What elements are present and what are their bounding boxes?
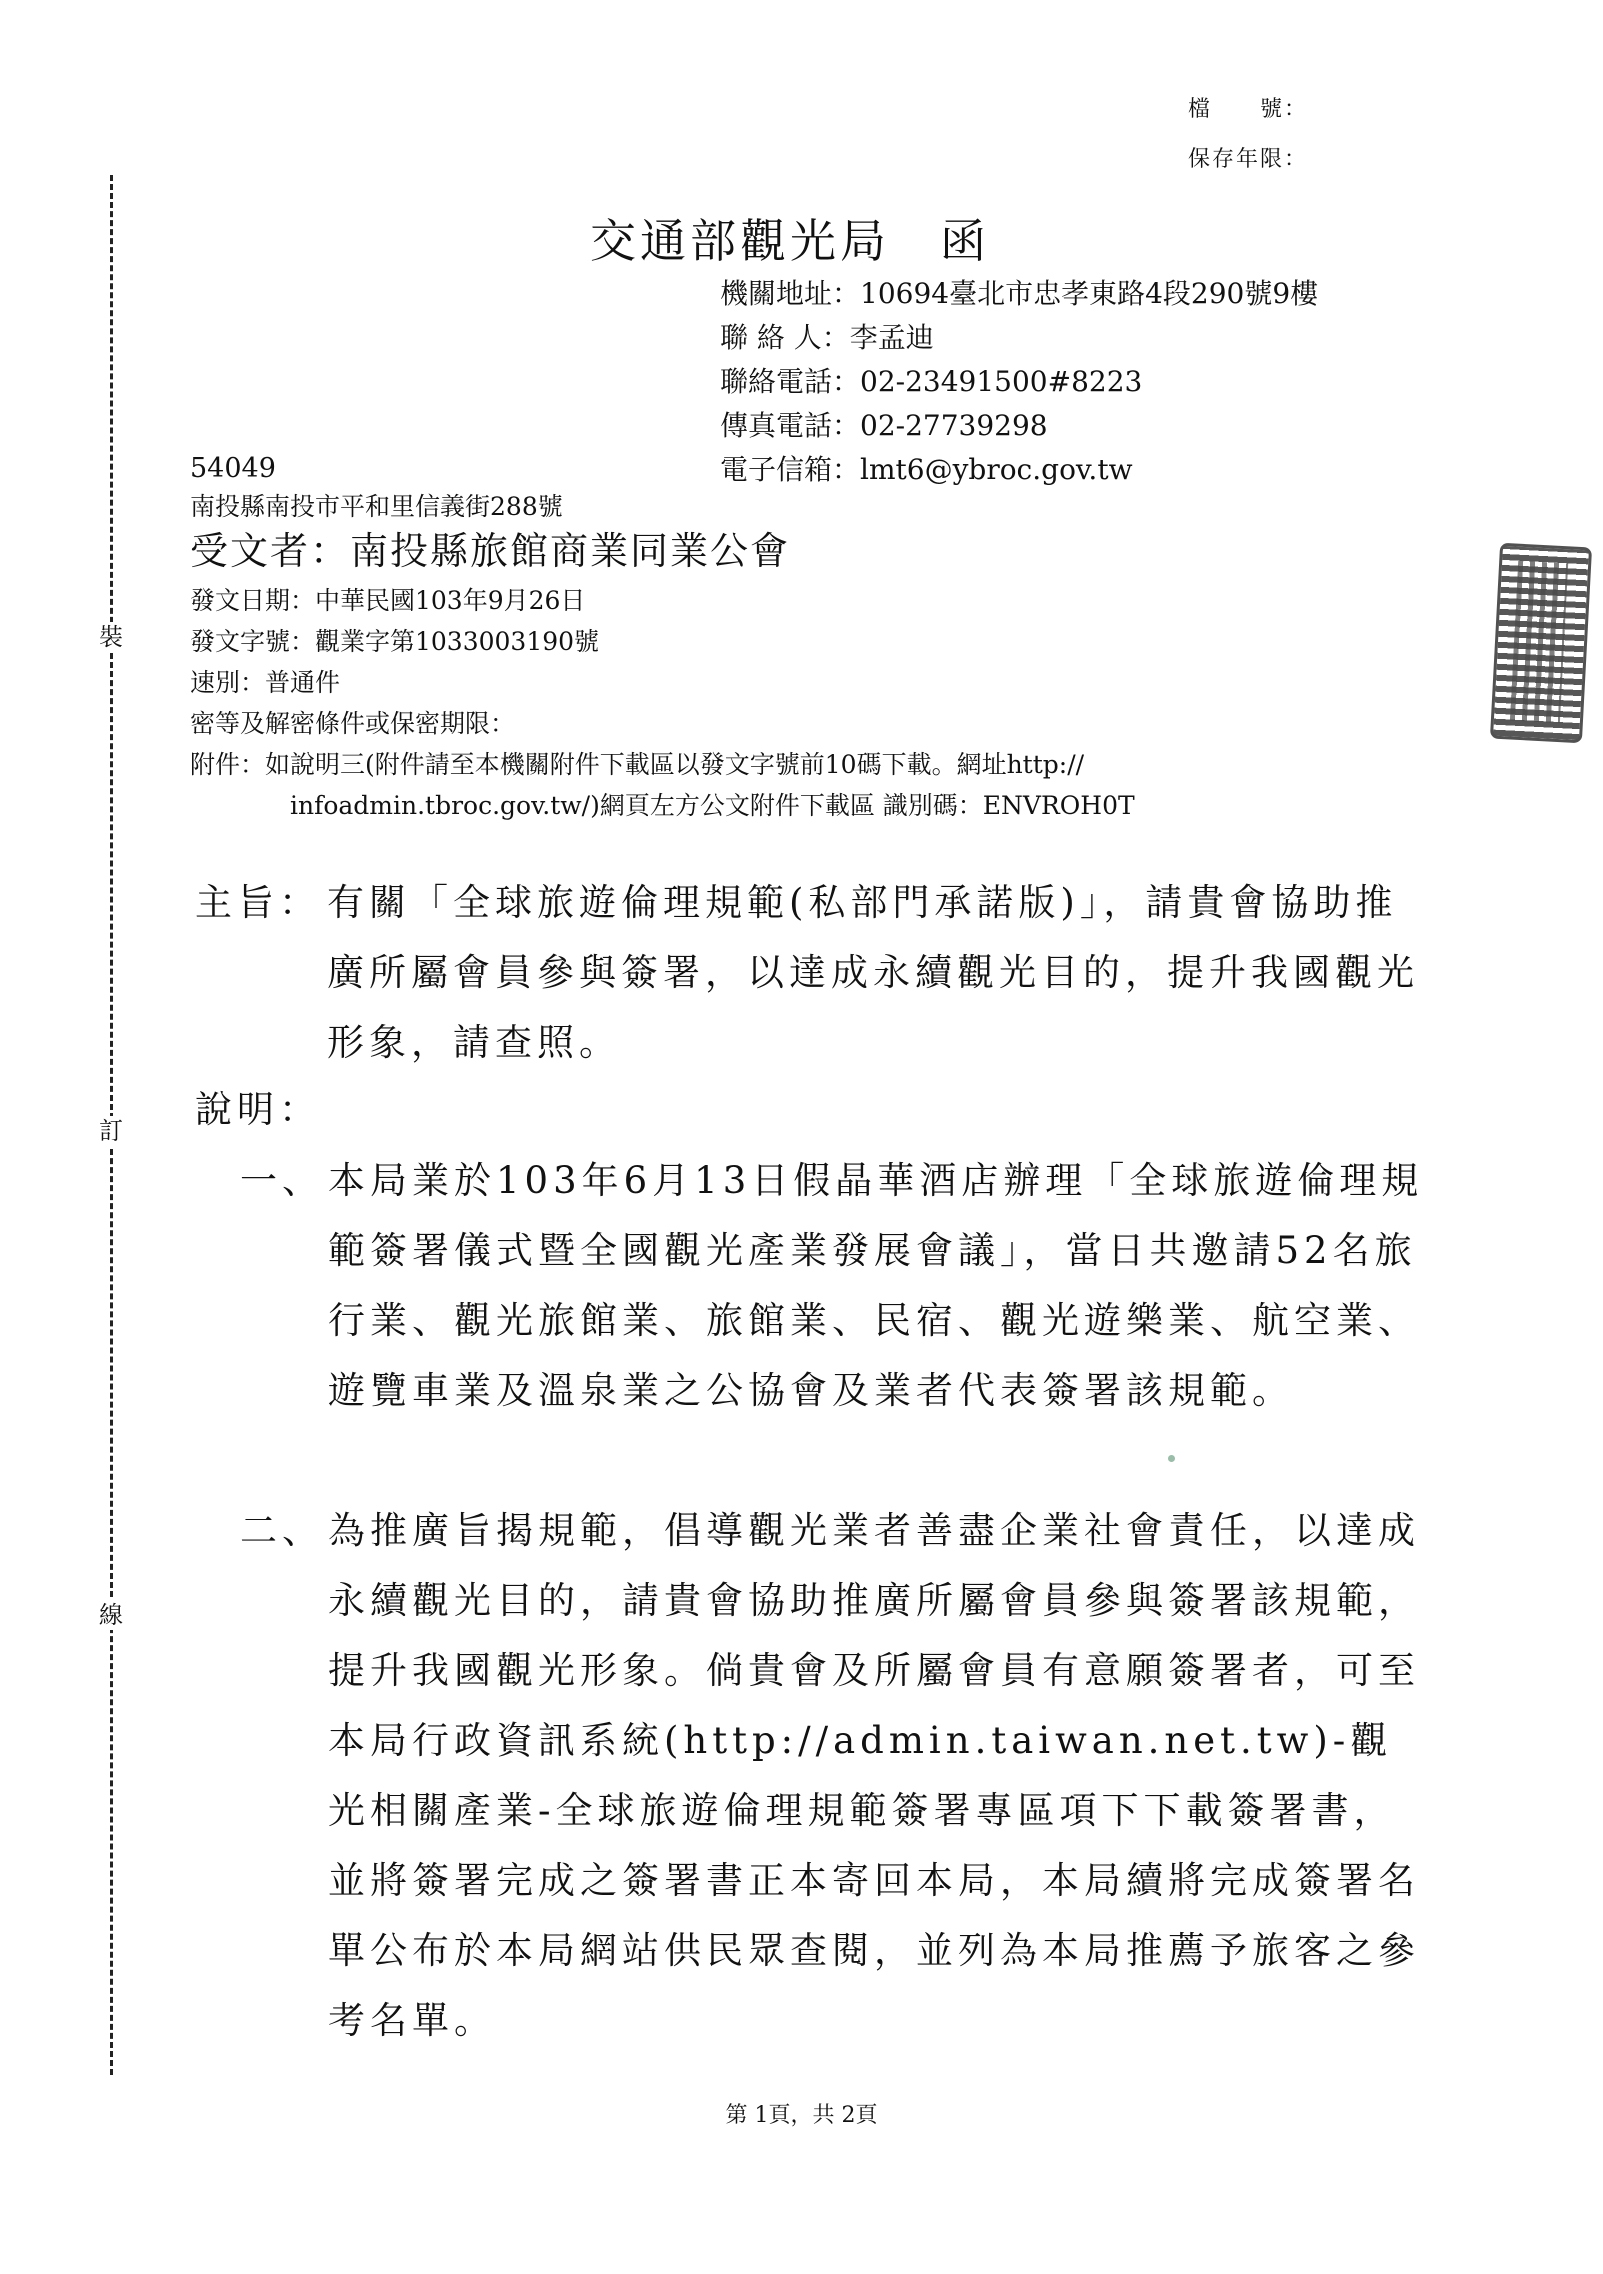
contact-phone: 聯絡電話：02-23491500#8223 (720, 365, 1143, 398)
contact-email: 電子信箱：lmt6@ybroc.gov.tw (720, 453, 1133, 486)
ink-speck (1168, 1455, 1175, 1462)
attachment-line-1: 附件：如說明三(附件請至本機關附件下載區以發文字號前10碼下載。網址http:// (190, 750, 1085, 779)
item-text: 本局業於103年6月13日假晶華酒店辦理「全球旅遊倫理規範簽署儀式暨全國觀光產業發展會議」，當日共邀請52名旅行業、觀光旅館業、旅館業、民宿、觀光遊樂業、航空業、遊覽車業及溫泉業之公協會及業者代表簽署該規範。 (328, 1159, 1424, 1412)
binding-mark-middle: 訂 (99, 1117, 123, 1145)
secrecy-level: 密等及解密條件或保密期限： (190, 709, 516, 738)
subject-label: 主旨： (195, 881, 321, 924)
delivery-speed: 速別：普通件 (190, 668, 341, 697)
explanation-item (240, 1496, 1430, 2056)
postal-code: 54049 (190, 453, 276, 484)
issue-date: 發文日期：中華民國103年9月26日 (190, 586, 586, 615)
item-text: 為推廣旨揭規範，倡導觀光業者善盡企業社會責任，以達成永續觀光目的，請貴會協助推廣所屬會員參與簽署該規範，提升我國觀光形象。倘貴會及所屬會員有意願簽署者，可至本局行政資訊系統(http://admin.taiwan.net.tw)-觀光相關產業-全球旅遊倫理規範簽署專區項下下載簽署書，並將簽署完成之簽署書正本寄回本局，本局續將完成簽署名單公布於本局網站供民眾查閱，並列為本局推薦予旅客之參考名單。 (328, 1509, 1420, 2042)
recipient-name: 受文者：南投縣旅館商業同業公會 (190, 529, 791, 573)
subject-section (195, 868, 1425, 1078)
contact-block (720, 272, 1318, 492)
binding-mark-bottom: 線 (99, 1601, 123, 1629)
attachment-line-2: infoadmin.tbroc.gov.tw/)網頁左方公文附件下載區 識別碼：ENVROH0T (290, 791, 1135, 820)
item-number: 二、 (240, 1509, 324, 1552)
explanation-item (240, 1146, 1430, 1426)
recipient-address: 南投縣南投市平和里信義街288號 (190, 492, 563, 521)
item-number: 一、 (240, 1159, 324, 1202)
contact-fax: 傳真電話：02-27739298 (720, 409, 1048, 442)
document-number: 發文字號：觀業字第1033003190號 (190, 627, 600, 656)
contact-person: 聯 絡 人：李孟迪 (720, 321, 934, 354)
seal-stamp-pattern (1510, 561, 1568, 723)
page-number: 第 1頁，共 2頁 (725, 2103, 878, 2128)
binding-mark-top: 裝 (99, 623, 123, 651)
doc-meta (190, 580, 1135, 826)
agency-address: 機關地址：10694臺北市忠孝東路4段290號9樓 (720, 277, 1319, 310)
seal-stamp (1490, 543, 1592, 744)
file-number-label: 檔 號： (1188, 97, 1309, 122)
explanation-label: 說明： (195, 1088, 321, 1131)
document-title: 交通部觀光局 函 (590, 214, 990, 268)
subject-text: 有關「全球旅遊倫理規範(私部門承諾版)」，請貴會協助推廣所屬會員參與簽署，以達成永續觀光目的，提升我國觀光形象，請查照。 (327, 881, 1419, 1064)
retention-label: 保存年限： (1188, 147, 1309, 172)
